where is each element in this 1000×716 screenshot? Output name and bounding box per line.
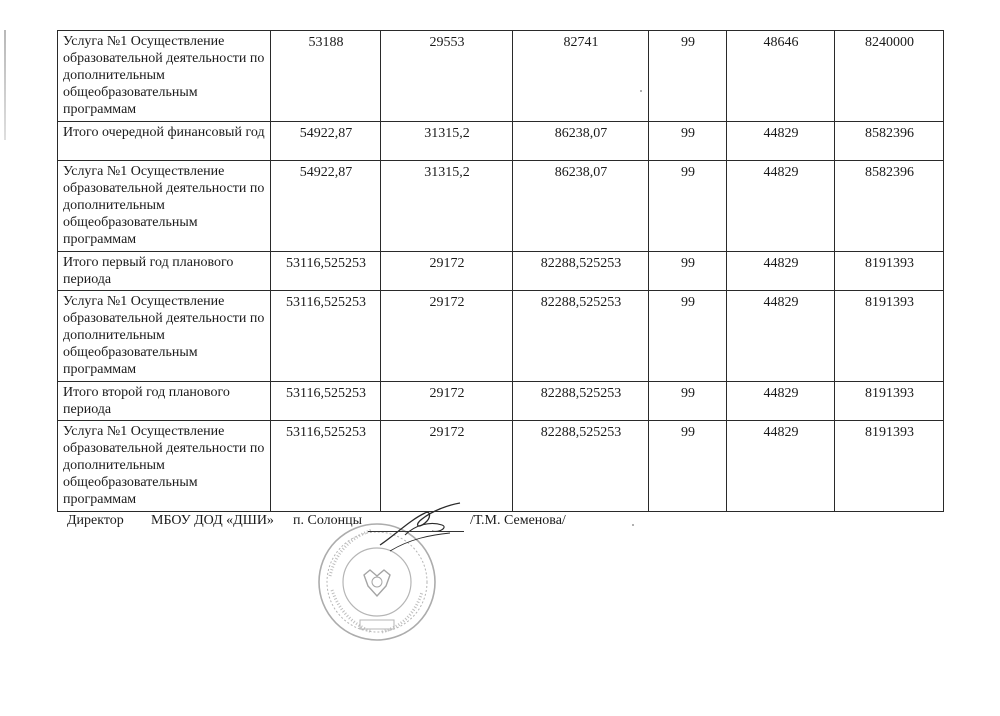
row-label: Услуга №1 Осуществление образовательной деятельности по дополнительным общеобразовательным программам: [58, 31, 271, 122]
table-cell: 8582396: [835, 161, 944, 252]
director-name: /Т.М. Семенова/: [470, 513, 566, 528]
table-cell: 86238,07: [513, 161, 649, 252]
table-cell: 48646: [727, 31, 835, 122]
table-cell: 29553: [381, 31, 513, 122]
table-row: [58, 31, 944, 122]
table-cell: 54922,87: [271, 122, 381, 161]
row-label: Услуга №1 Осуществление образовательной деятельности по дополнительным общеобразовательным программам: [58, 161, 271, 252]
table-cell: 8191393: [835, 382, 944, 421]
table-cell: 31315,2: [381, 122, 513, 161]
table-cell: 44829: [727, 252, 835, 291]
table-cell: 8191393: [835, 421, 944, 512]
scan-edge-mark: [4, 30, 6, 140]
table-cell: 82288,525253: [513, 291, 649, 382]
table-row: [58, 161, 944, 252]
table-cell: 29172: [381, 252, 513, 291]
table-cell: 99: [649, 252, 727, 291]
table-cell: 8582396: [835, 122, 944, 161]
table-cell: 82741: [513, 31, 649, 122]
table-cell: 44829: [727, 122, 835, 161]
row-label: Итого очередной финансовый год: [58, 122, 271, 161]
scan-speck: [640, 90, 642, 92]
table-cell: 99: [649, 382, 727, 421]
organization-name: МБОУ ДОД «ДШИ»: [151, 513, 274, 528]
table-cell: 44829: [727, 291, 835, 382]
table-cell: 31315,2: [381, 161, 513, 252]
table-cell: 82288,525253: [513, 252, 649, 291]
table-cell: 99: [649, 122, 727, 161]
table-row: [58, 252, 944, 291]
table-cell: 99: [649, 291, 727, 382]
table-cell: 53116,525253: [271, 291, 381, 382]
table-cell: 29172: [381, 291, 513, 382]
scan-speck: [632, 524, 634, 526]
table-cell: 53116,525253: [271, 382, 381, 421]
director-signature: [370, 495, 480, 555]
table-cell: 8240000: [835, 31, 944, 122]
table-cell: 53116,525253: [271, 421, 381, 512]
table-cell: 8191393: [835, 291, 944, 382]
table-cell: 44829: [727, 421, 835, 512]
row-label: Услуга №1 Осуществление образовательной деятельности по дополнительным общеобразовательным программам: [58, 291, 271, 382]
table-cell: 99: [649, 161, 727, 252]
signature-line: [368, 531, 464, 532]
budget-table: [57, 30, 944, 512]
table-cell: 29172: [381, 421, 513, 512]
table-cell: 99: [649, 31, 727, 122]
locality: п. Солонцы: [293, 513, 363, 528]
table-row: [58, 421, 944, 512]
row-label: Услуга №1 Осуществление образовательной деятельности по дополнительным общеобразовательным программам: [58, 421, 271, 512]
table-row: [58, 382, 944, 421]
table-cell: 82288,525253: [513, 421, 649, 512]
row-label: Итого второй год планового периода: [58, 382, 271, 421]
table-cell: 53116,525253: [271, 252, 381, 291]
row-label: Итого первый год планового периода: [58, 252, 271, 291]
director-position: Директор: [67, 513, 124, 528]
table-cell: 44829: [727, 161, 835, 252]
table-cell: 82288,525253: [513, 382, 649, 421]
table-row: [58, 122, 944, 161]
table-cell: 29172: [381, 382, 513, 421]
table-cell: 86238,07: [513, 122, 649, 161]
table-cell: 44829: [727, 382, 835, 421]
table-row: [58, 291, 944, 382]
table-cell: 99: [649, 421, 727, 512]
table-cell: 53188: [271, 31, 381, 122]
table-cell: 8191393: [835, 252, 944, 291]
table-cell: 54922,87: [271, 161, 381, 252]
